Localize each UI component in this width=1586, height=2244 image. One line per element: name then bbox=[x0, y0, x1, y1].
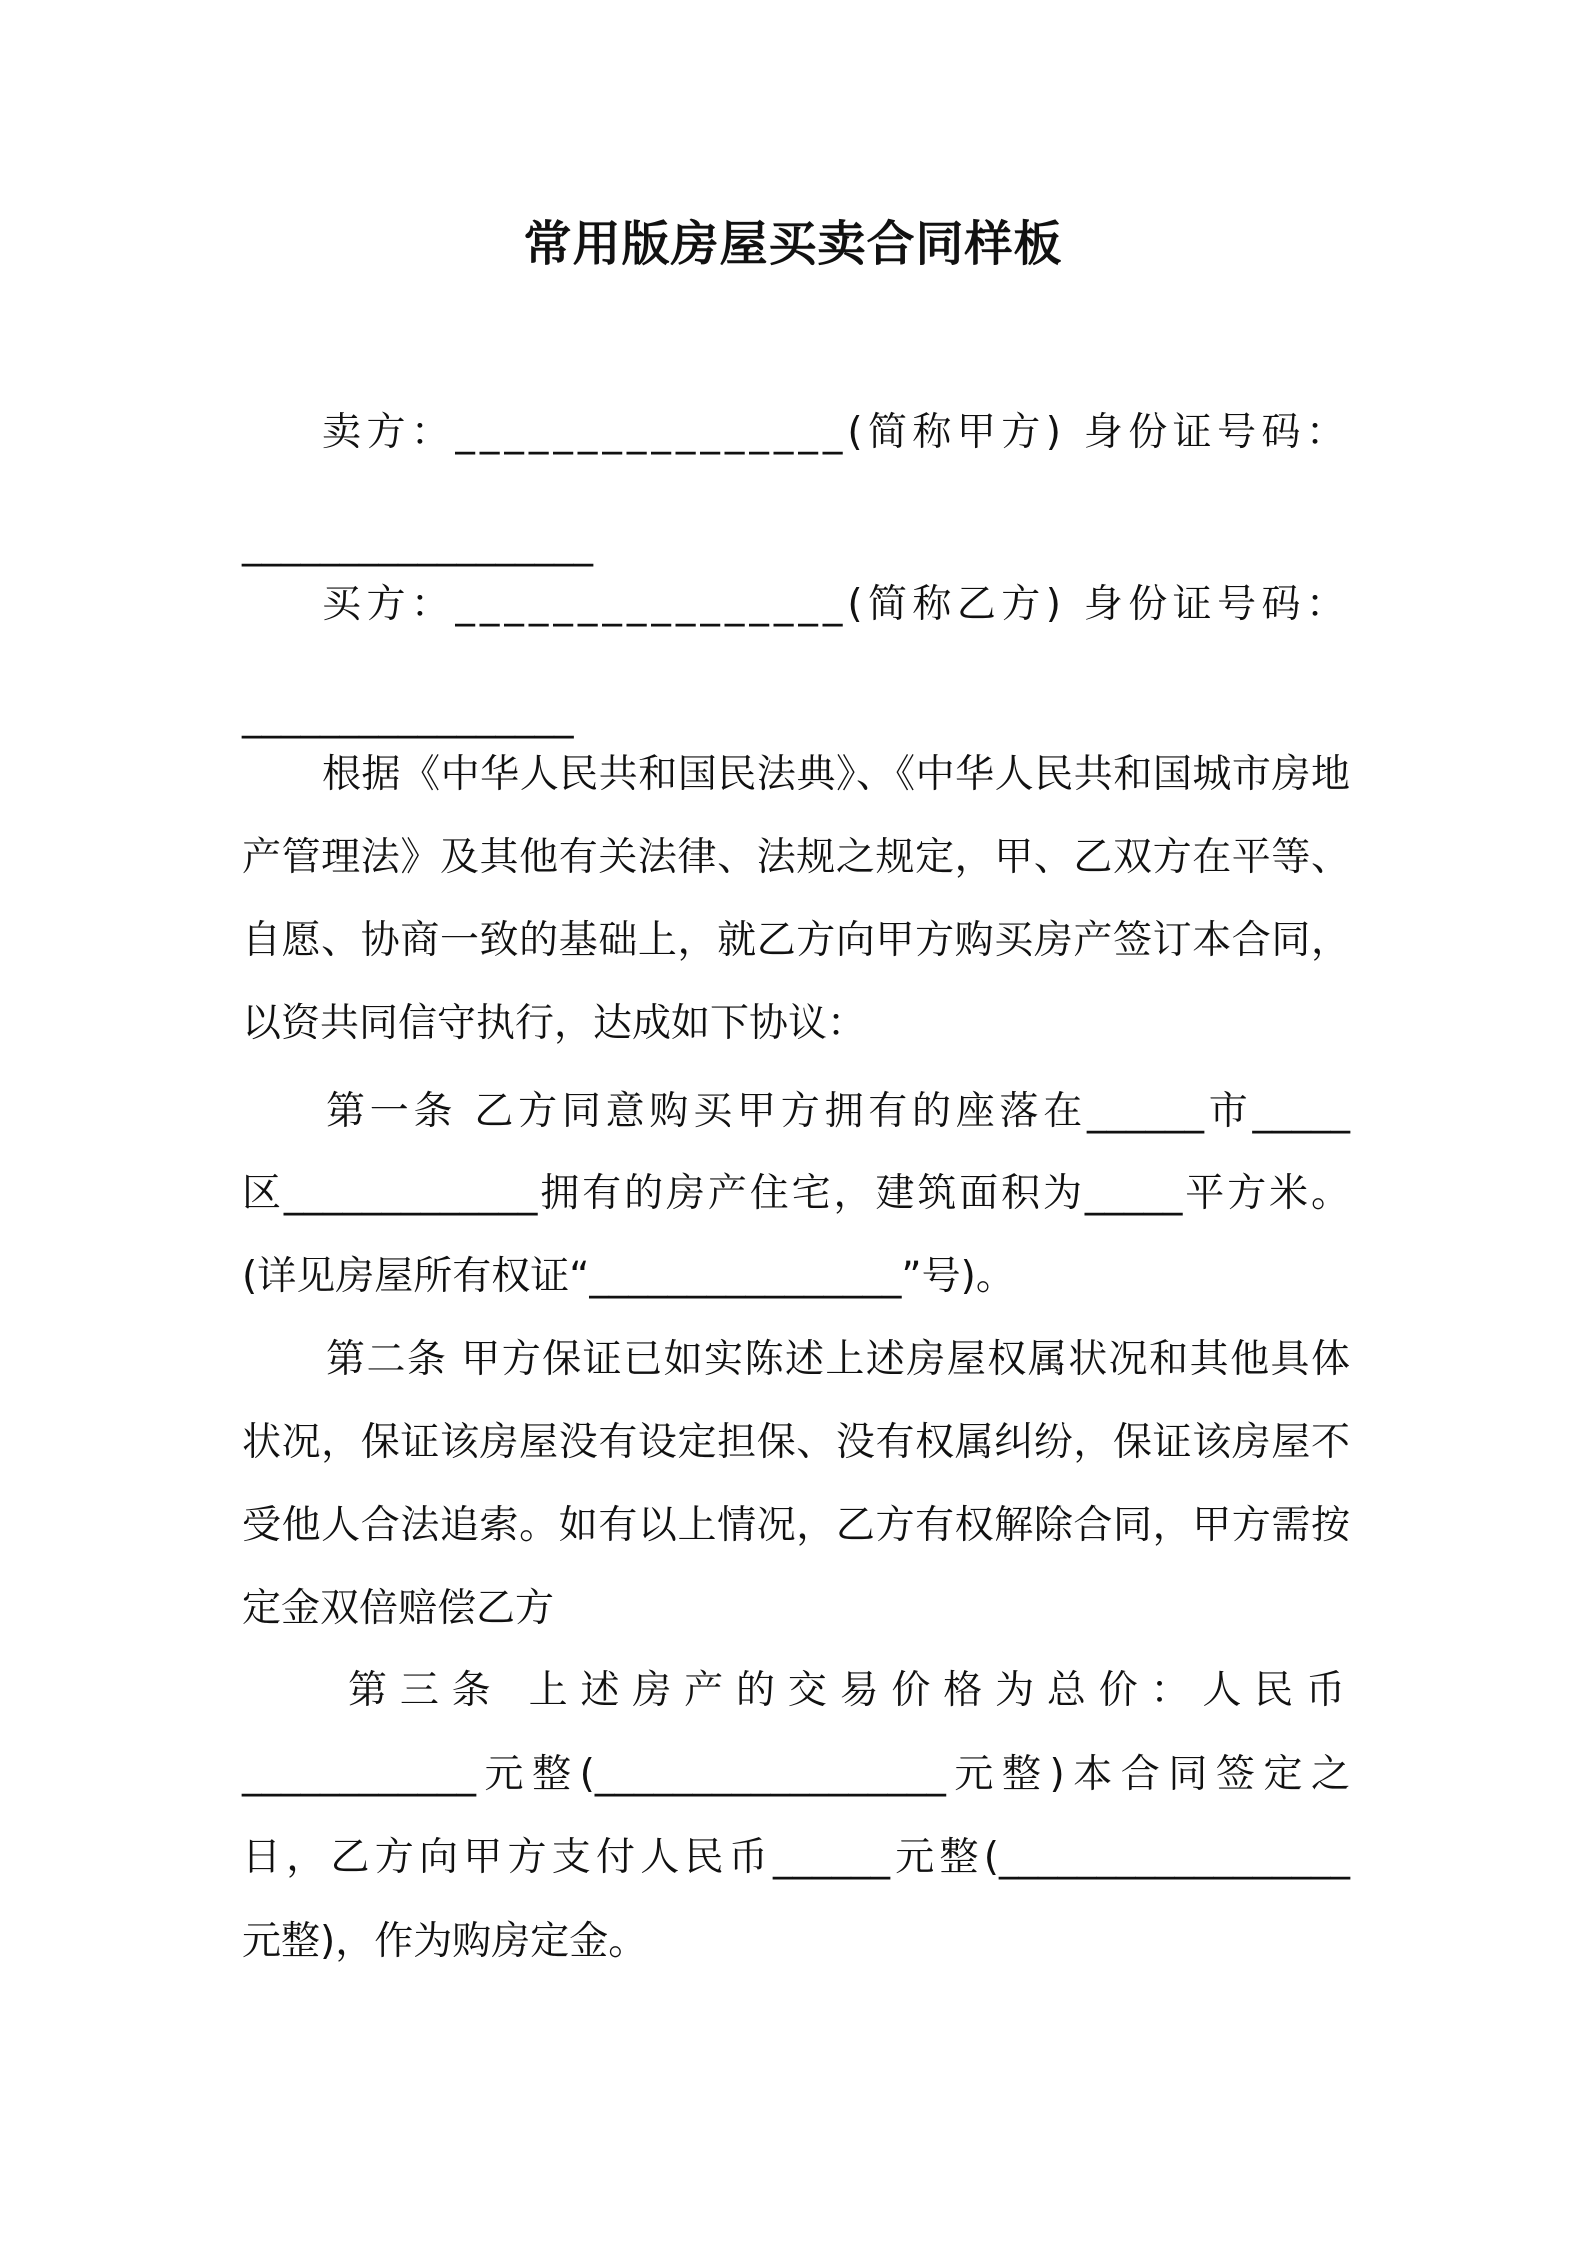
article-3-line: 元整)，作为购房定金。 bbox=[242, 1919, 648, 1964]
article-3-line: 日，乙方向甲方支付人民币______元整(__________________ bbox=[242, 1835, 1350, 1880]
document-title: 常用版房屋买卖合同样板 bbox=[523, 216, 1063, 272]
seller-line: 卖方：________________(简称甲方) 身份证号码： bbox=[322, 410, 1350, 455]
preamble-line: 自愿、协商一致的基础上，就乙方向甲方购买房产签订本合同， bbox=[242, 918, 1350, 963]
preamble-line: 以资共同信守执行，达成如下协议： bbox=[242, 1001, 867, 1046]
buyer-line: 买方：________________(简称乙方) 身份证号码： bbox=[322, 582, 1350, 627]
article-1-line: (详见房屋所有权证“________________”号)。 bbox=[242, 1254, 1015, 1299]
article-1-line: 第一条 乙方同意购买甲方拥有的座落在______市_____ bbox=[326, 1089, 1350, 1134]
seller-id-blank: __________________ bbox=[242, 522, 593, 567]
buyer-id-blank: _________________ bbox=[242, 694, 574, 739]
article-3-line: ____________元整(__________________元整)本合同签定之 bbox=[242, 1752, 1350, 1797]
article-2-line: 第二条 甲方保证已如实陈述上述房屋权属状况和其他具体 bbox=[326, 1337, 1350, 1382]
preamble-line: 产管理法》及其他有关法律、法规之规定，甲、乙双方在平等、 bbox=[242, 835, 1350, 880]
preamble-line: 根据《中华人民共和国民法典》、《中华人民共和国城市房地 bbox=[322, 752, 1350, 797]
article-2-line: 定金双倍赔偿乙方 bbox=[242, 1586, 555, 1631]
article-2-line: 受他人合法追索。如有以上情况，乙方有权解除合同，甲方需按 bbox=[242, 1503, 1350, 1548]
article-3-line: 第三条 上述房产的交易价格为总价：人民币 bbox=[348, 1668, 1350, 1713]
article-2-line: 状况，保证该房屋没有设定担保、没有权属纠纷，保证该房屋不 bbox=[242, 1420, 1350, 1465]
article-1-line: 区_____________拥有的房产住宅，建筑面积为_____平方米。 bbox=[242, 1171, 1350, 1216]
